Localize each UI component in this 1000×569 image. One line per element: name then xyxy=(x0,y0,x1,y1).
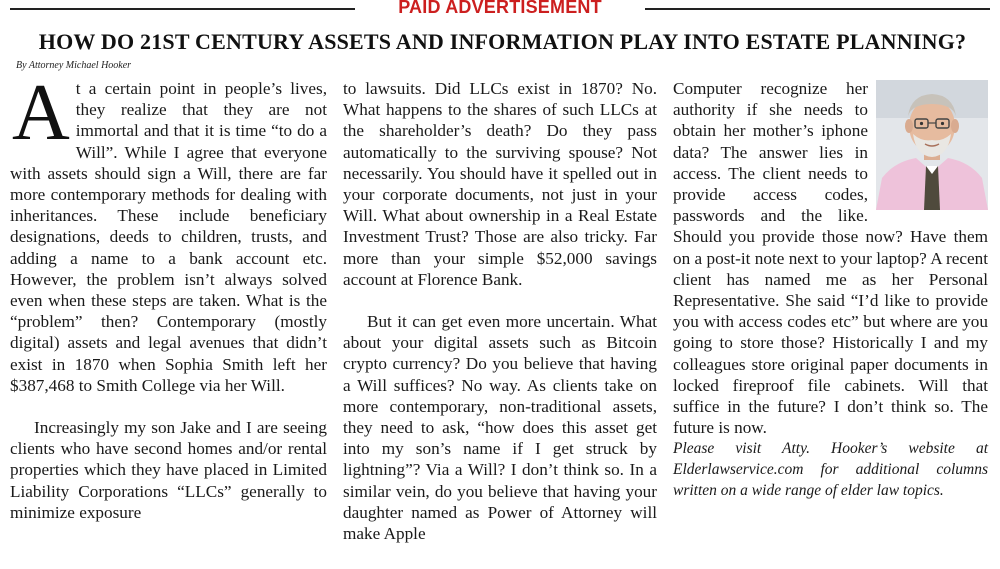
paragraph-1-text: t a certain point in people’s lives, they realize that they are not immortal and that it is time “to do a Will”. While I agree that everyone with assets should sign a Will, there are far more contemporary methods for dealing with inheritances. These include beneficiary designations, deeds to children, trusts, and adding a name to a bank account etc. However, the problem isn’t always solved even when these steps are taken. What is the “problem” then? Contemporary (mostly digital) assets and legal avenues that didn’t exist in 1870 when Sophia Smith left her $387,468 to Smith College via her Will. xyxy=(10,79,327,395)
article-headline: HOW DO 21ST CENTURY ASSETS AND INFORMATION PLAY INTO ESTATE PLANNING? xyxy=(38,29,967,54)
article-paragraph-3-end: Computer recognize her authority if she needs to obtain her mother’s iphone data? The answer lies in access. The client needs to provide access codes, passwords and the like. Should you provide those now? Have them on a post-it note next to your laptop? A recent client has named me as her Personal Representative. She said “I’d like to provide you with access codes etc” but where are you going to store those? Historically I and my colleagues store original paper documents in locked fireproof file cabinets. Will that suffice in the future? I don’t think so. The future is now. xyxy=(673,79,988,438)
top-rule-left xyxy=(10,8,355,10)
article-column-1 xyxy=(10,69,327,523)
article-column-2 xyxy=(343,78,657,544)
article-paragraph-3-start: But it can get even more uncertain. What about your digital assets such as Bitcoin crypto currency? Do you believe that having a Will suffices? No way. As clients take on more contemporary, non-traditional assets, they need to ask, “how does this asset get into my son’s name if I get struck by lightning”? Via a Will? I don’t think so. In a similar vein, do you believe that having your daughter named as Power of Attorney will make Apple xyxy=(343,312,657,544)
article-byline: By Attorney Michael Hooker xyxy=(16,60,132,71)
article-paragraph-1 xyxy=(10,69,327,396)
author-photo xyxy=(876,80,988,210)
top-rule-right xyxy=(645,8,990,10)
website-signoff: Please visit Atty. Hooker’s website at Elderlawservice.com for additional columns written on a wide range of elder law topics. xyxy=(673,440,988,500)
article-column-3 xyxy=(673,78,988,501)
paragraph-spacer xyxy=(10,396,327,417)
paragraph-spacer xyxy=(343,290,657,311)
paid-advertisement-banner: PAID ADVERTISEMENT xyxy=(398,0,602,17)
article-paragraph-2-end: to lawsuits. Did LLCs exist in 1870? No. What happens to the shares of such LLCs at the shareholder’s death? Do they pass automatically to the surviving spouse? Not necessarily. You should have it spelled out in your corporate documents, not just in your Will. What about ownership in a Real Estate Investment Trust? Those are also tricky. Far more than your simple $52,000 savings account at Florence Bank. xyxy=(343,79,657,289)
drop-cap: A xyxy=(12,69,70,157)
article-paragraph-2-start: Increasingly my son Jake and I are seeing clients who have second homes and/or rental properties which they have placed in Limited Liability Corporations “LLCs” generally to minimize exposure xyxy=(10,418,327,522)
